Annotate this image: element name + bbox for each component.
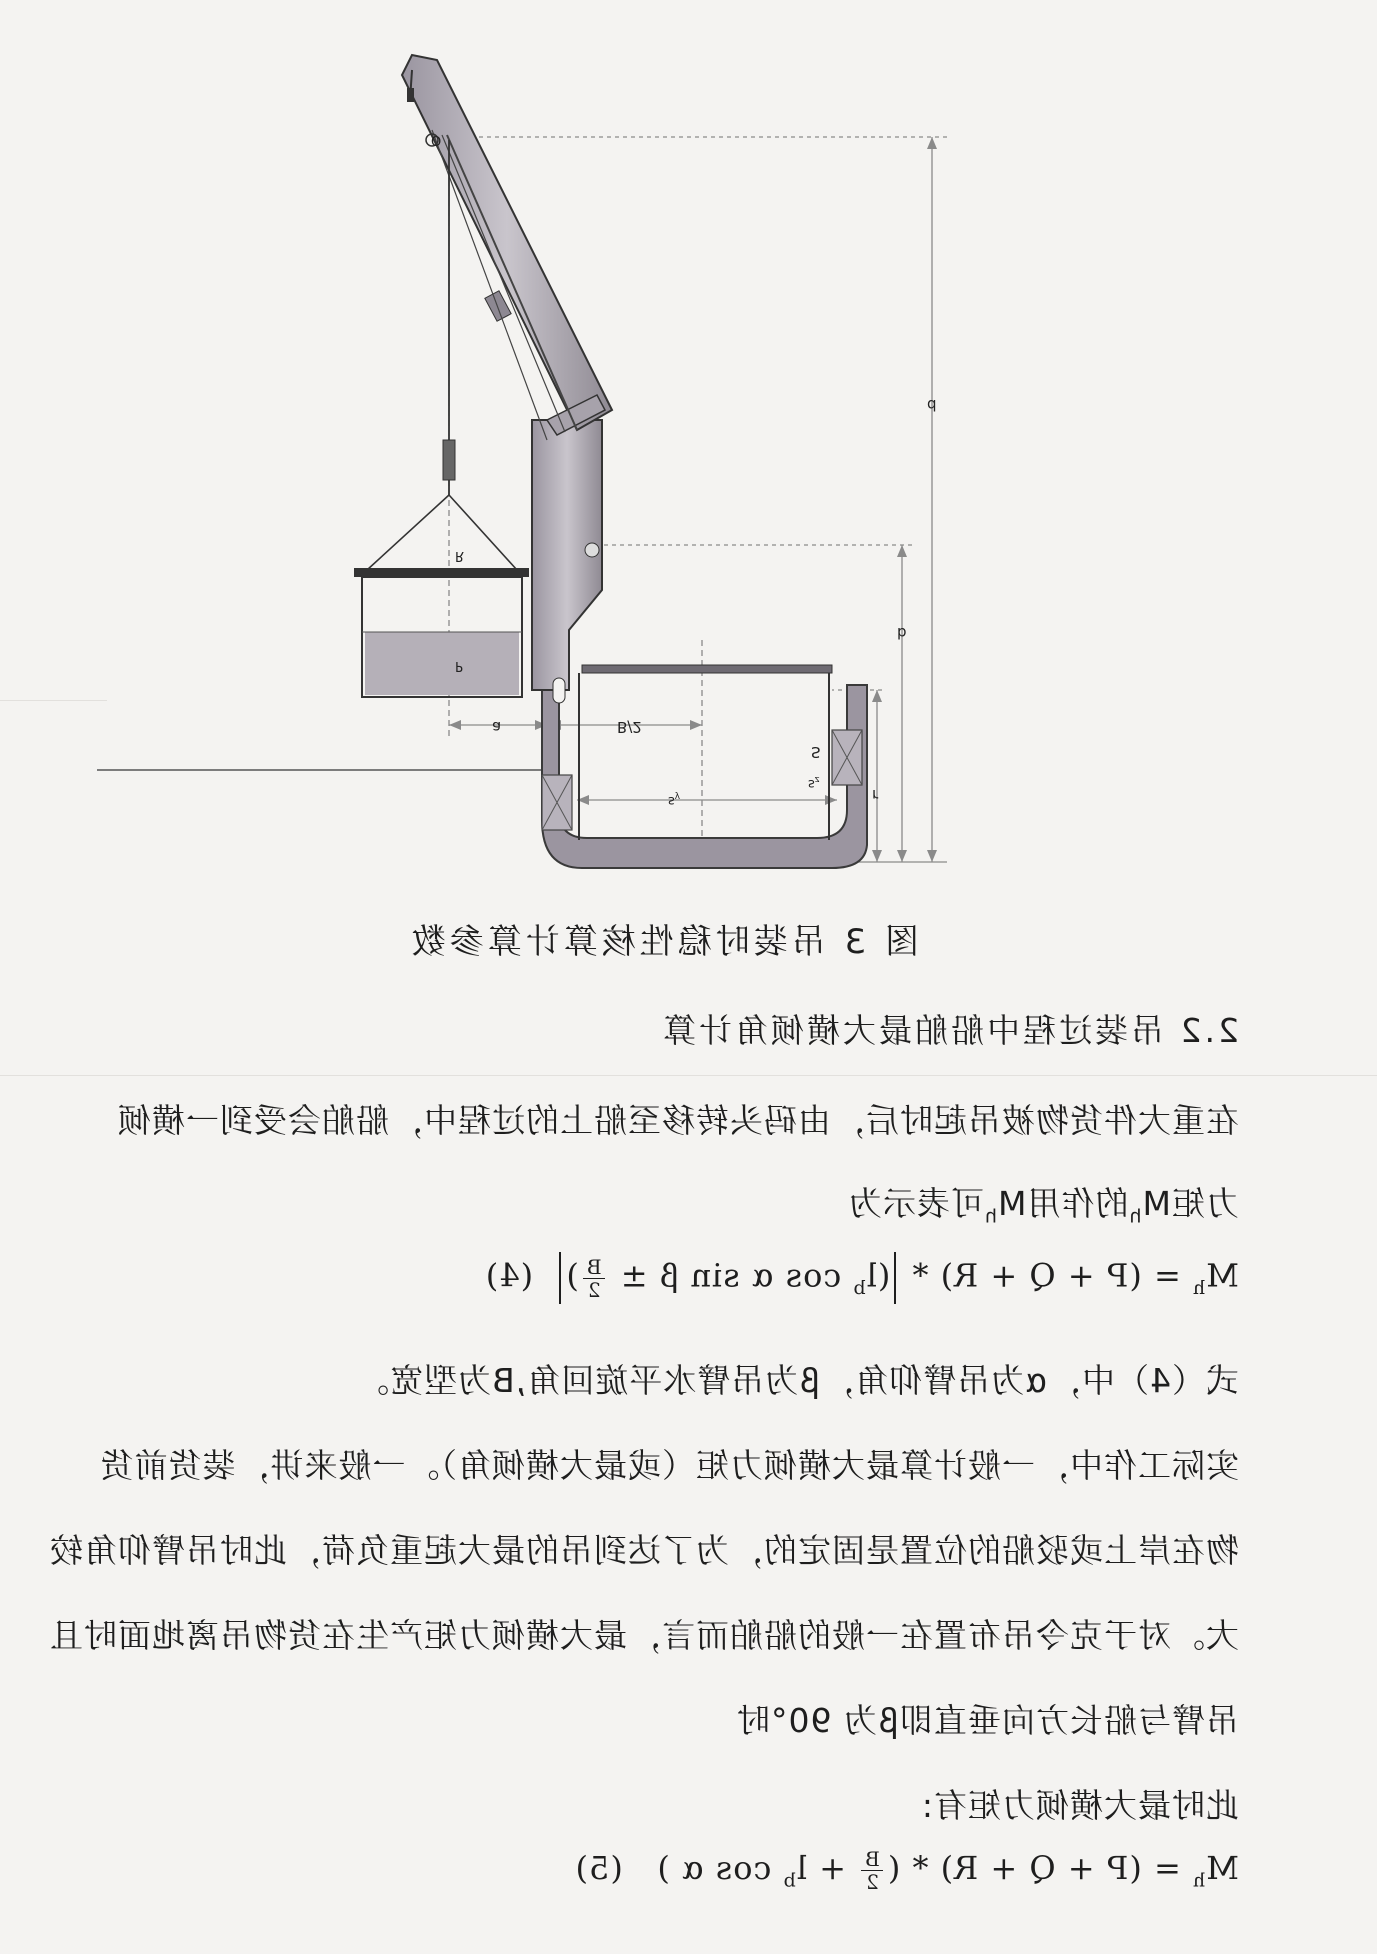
paragraph-4: 此时最大横倾力矩有: — [920, 1786, 1239, 1825]
ship-hull-section — [542, 665, 867, 868]
crane-stability-diagram — [0, 0, 1377, 900]
paragraph-1-line-2: 力矩$M_h$的作用$M_h$可表示为 — [847, 1184, 1239, 1228]
label-S: S — [811, 743, 821, 761]
paragraph-3-line-1: 实际工作中，一般计算最大横倾力矩（或最大横倾角）。一般来讲，装货前货 — [99, 1446, 1239, 1485]
label-d: d — [927, 396, 937, 414]
label-B2: B/2 — [617, 718, 642, 736]
label-b: b — [897, 624, 907, 642]
equation-number-5: (5) — [574, 1849, 623, 1887]
figure-caption: 图 3 吊装时稳性核算计算参数 — [407, 922, 919, 962]
formula-4: $M_h = (P + Q + R) * (l_b$ cos α sin β ± $\frac{B}{2}$ ) (4) — [485, 1252, 1239, 1304]
label-P: P — [455, 658, 463, 673]
paragraph-3-line-2: 物在岸上或驳船的位置是固定的，为了达到吊的最大起重负荷，此时吊臂仰角较 — [49, 1531, 1239, 1570]
label-a: a — [492, 718, 502, 736]
label-sz: $s_z$ — [808, 774, 820, 791]
paragraph-2: 式（4）中，α为吊臂仰角，β为吊臂水平旋回角,B为型宽。 — [355, 1361, 1239, 1400]
fraction-b-over-2: $\frac{B}{2}$ — [861, 1848, 883, 1893]
scan-streak — [0, 1075, 1377, 1076]
section-heading: 2.2 吊装过程中船舶最大横倾角计算 — [660, 1011, 1239, 1050]
fraction-b-over-2: $\frac{B}{2}$ — [583, 1256, 605, 1301]
label-r: r — [872, 786, 879, 804]
crane-pedestal — [532, 420, 602, 703]
suspended-cargo — [354, 495, 529, 697]
crane-boom — [402, 55, 612, 495]
label-R: R — [455, 548, 465, 563]
paragraph-3-line-3: 大。对于克令吊布置在一般的船舶而言，最大横倾力矩产生在货物吊离地面时且 — [49, 1616, 1239, 1655]
label-sy: $s_y$ — [668, 791, 681, 808]
equation-number-4: (4) — [484, 1256, 534, 1295]
formula-5: $M_h = (P + Q + R)$ * ( $\frac{B}{2}$ + $l_b$ cos α ) (5) — [574, 1847, 1239, 1894]
label-O: O — [431, 132, 442, 147]
paragraph-3-line-4: 吊臂与船长方向垂直即β为 90°时 — [735, 1701, 1239, 1740]
paragraph-1-line-1: 在重大件货物被吊起时后，由码头转移至船上的过程中，船舶会受到一横倾 — [117, 1101, 1239, 1140]
